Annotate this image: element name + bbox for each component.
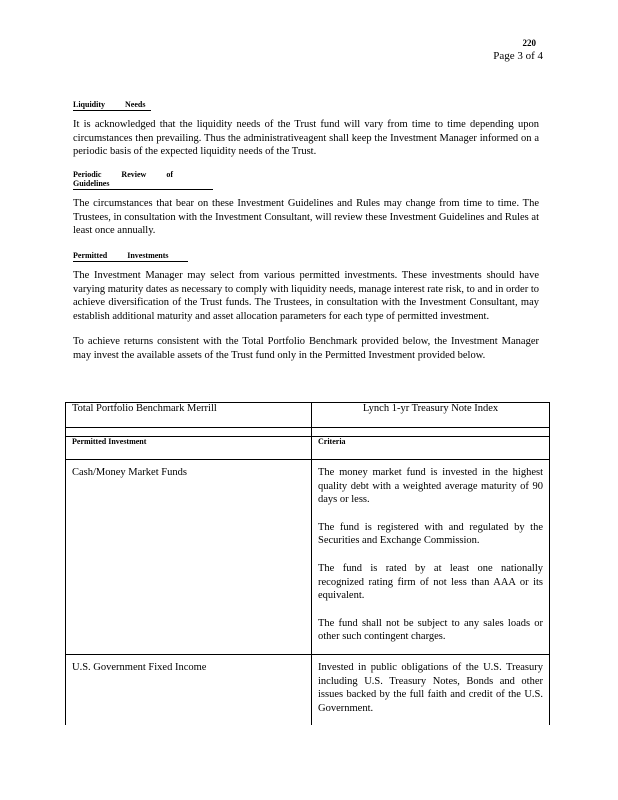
- column-header-criteria: Criteria: [312, 437, 550, 460]
- periodic-review-heading: Periodic Review of Guidelines: [73, 170, 213, 190]
- criteria-item: The money market fund is invested in the highest quality debt with a weighted average maturity of 90 days or less.: [318, 467, 543, 506]
- column-header-investment: Permitted Investment: [66, 437, 312, 460]
- permitted-investments-heading: Permitted Investments: [73, 251, 188, 262]
- table-row: [66, 654, 550, 725]
- liquidity-text: It is acknowledged that the liquidity needs of the Trust fund will vary from time to time depending upon circumstances then prevailing. Thus the administrativeagent shall keep the Investment Manager informed on a periodic basis of the expected liquidity needs of the Trust.: [73, 119, 539, 158]
- criteria-cell: [312, 460, 550, 655]
- investment-cell: Cash/Money Market Funds: [66, 460, 312, 655]
- liquidity-heading: Liquidity Needs: [73, 100, 151, 111]
- section-periodic-review: [73, 170, 539, 238]
- benchmark-title-right: Lynch 1-yr Treasury Note Index: [312, 403, 550, 428]
- criteria-cell: [312, 654, 550, 725]
- investment-cell: U.S. Government Fixed Income: [66, 654, 312, 725]
- periodic-review-text: The circumstances that bear on these Investment Guidelines and Rules may change from time to time. The Trustees, in consultation with the Investment Consultant, will review these Investment Guidelines and Rules at least once annually.: [73, 198, 539, 237]
- section-permitted-investments: [73, 245, 539, 363]
- benchmark-title-left: Total Portfolio Benchmark Merrill: [66, 403, 312, 428]
- table-title-row: [66, 403, 550, 428]
- permitted-investments-text: The Investment Manager may select from various permitted investments. These investments should have varying maturity dates as necessary to comply with liquidity needs, manage interest rate risk, to and in order to achieve diversification of the Trust funds. The Trustees, in consultation with the Investment Consultant, may establish additional maturity and asset allocation parameters for each type of permitted investment.: [73, 270, 539, 322]
- table-spacer-row: [66, 428, 550, 437]
- criteria-item: The fund shall not be subject to any sales loads or other such contingent charges.: [318, 617, 543, 643]
- page-number: 220: [522, 38, 536, 48]
- table-header-row: [66, 437, 550, 460]
- benchmark-table: [65, 402, 550, 725]
- page-indicator: Page 3 of 4: [493, 50, 543, 62]
- returns-text: To achieve returns consistent with the Total Portfolio Benchmark provided below, the Investment Manager may invest the available assets of the Trust fund only in the Permitted Investment provided below.: [73, 336, 539, 361]
- criteria-item: The fund is registered with and regulated by the Securities and Exchange Commission.: [318, 521, 543, 547]
- section-liquidity: [73, 94, 539, 159]
- table-row: [66, 460, 550, 655]
- criteria-item: Invested in public obligations of the U.S. Treasury including U.S. Treasury Notes, Bonds and other issues backed by the full faith and credit of the U.S. Government.: [318, 661, 543, 714]
- criteria-item: The fund is rated by at least one nationally recognized rating firm of not less than AAA or its equivalent.: [318, 562, 543, 602]
